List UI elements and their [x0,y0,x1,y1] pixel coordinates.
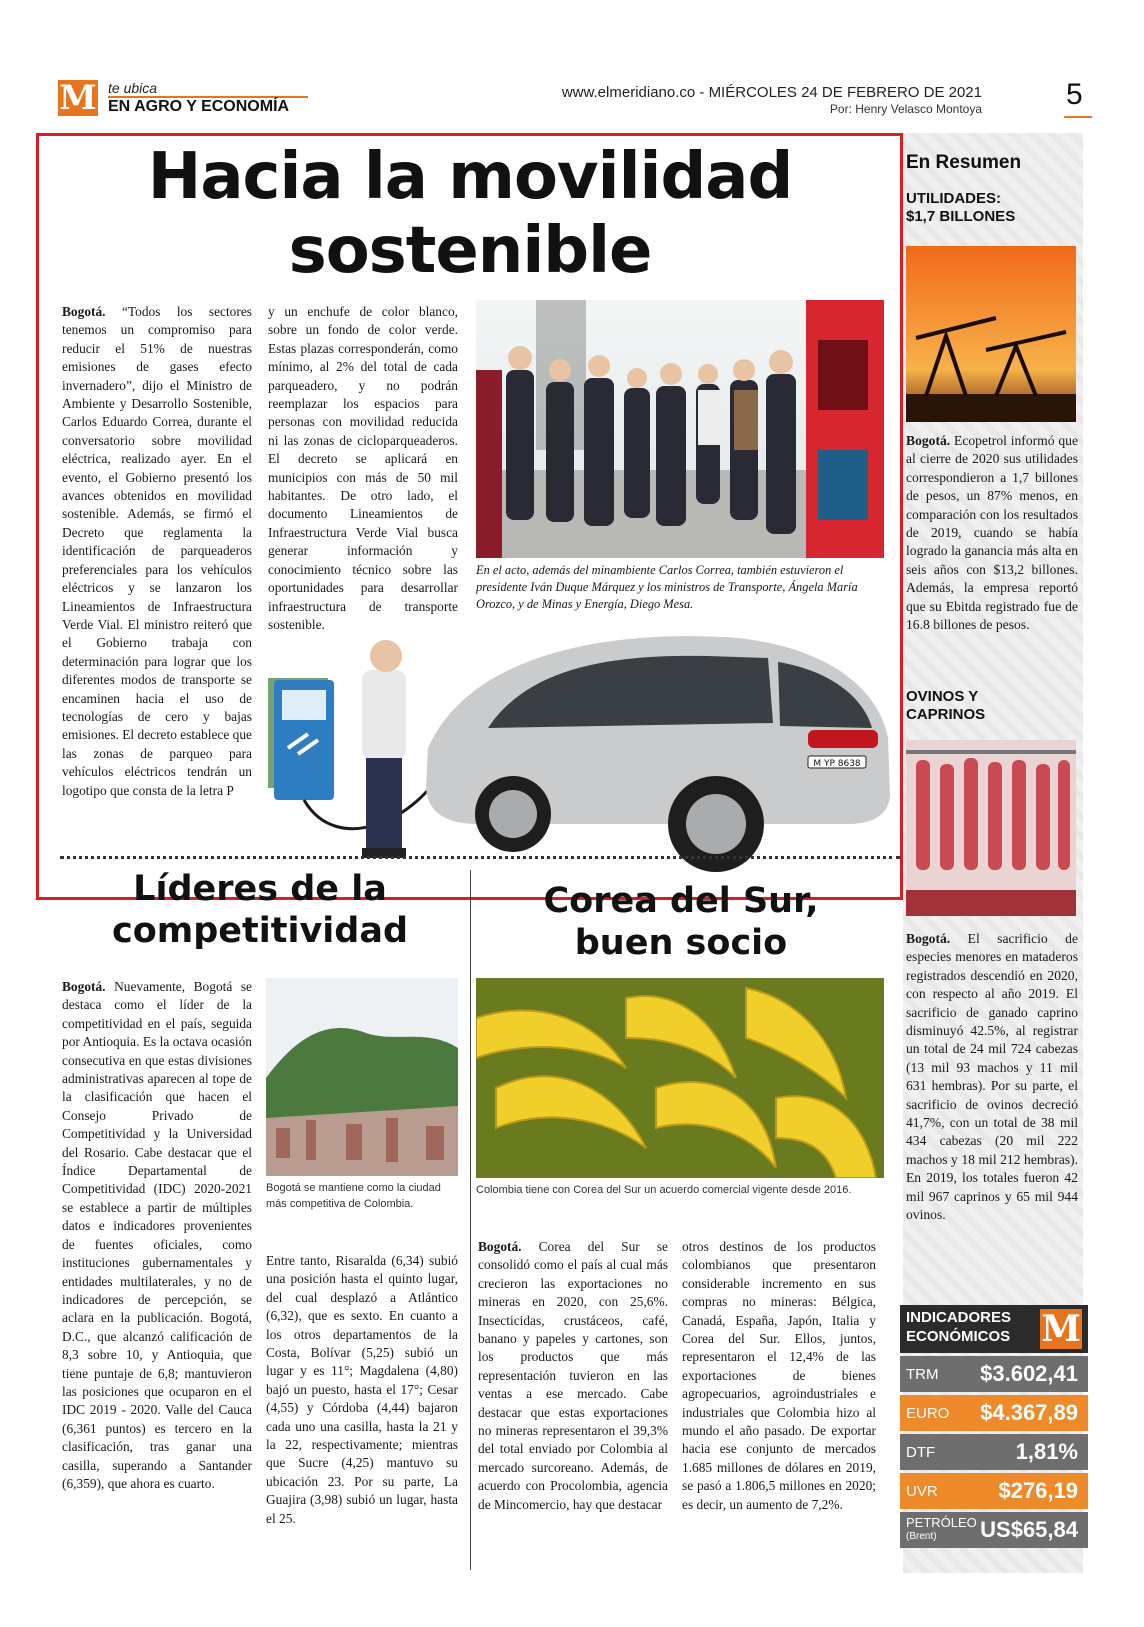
indicator-value: $4.367,89 [980,1400,1078,1425]
indicators-title-line1: INDICADORES [906,1309,1012,1326]
sidebar-item1-heading-line1: UTILIDADES: [906,190,1001,207]
indicator-label: DTF [906,1443,936,1461]
indicator-label: EURO [906,1404,950,1422]
oil-pumps-photo [906,246,1076,422]
sidebar-item2-body: El sacrificio de especies menores en mataderos registrados descendió en 2020, con respecto al año 2019. El sacrificio de ganado caprino disminuyó 42.5%, al registrar un total de 24 mil 724 cabezas (13 mil 93 machos y 11 mil 631 hembras). Por su parte, el sacrificio de ovinos decreció 41,7%, con un total de 38 mil 434 cabezas (20 mil 222 machos y 18 mil 212 hembras). En 2019, los totales fueron 42 mil 967 caprinos y 65 mil 944 ovinos. [906,931,1079,1223]
sidebar-item1-heading [906,190,1015,226]
story2-headline-line1: Líderes de la [133,869,387,909]
main-story-column-2 [268,303,458,634]
story2-column-2 [266,1252,458,1528]
site-and-date: www.elmeridiano.co - MIÉRCOLES 24 DE FEBRERO DE 2021 [561,84,982,101]
indicator-value: $276,19 [998,1478,1078,1503]
main-story-column-1 [62,303,252,800]
indicator-row-uvr [900,1473,1088,1509]
main-headline-line1: Hacia la movilidad [147,140,793,214]
story2-text-2: Entre tanto, Risaralda (6,34) subió una posición hasta el quinto lugar, del cual desplazó a Atlántico (6,32), que es sexto. En cuanto a los otros departamentos de la Costa, Bolívar (5,25) subió un lugar y es 11°; Magdalena (4,80) bajó un puesto, hasta el 17°; Cesar (4,55) y Córdoba (4,44) bajaron cada uno una casilla, hasta la 21 y la 22, respectivamente; mientras que Sucre (4,25) mantuvo su ubicación 23. Por su parte, La Guajira (3,98) subió un lugar, hasta el 25. [266,1253,458,1526]
meat-carcasses-photo [906,740,1076,916]
section-name: EN AGRO Y ECONOMÍA [108,98,290,115]
bogota-photo [266,978,458,1176]
story2-dateline: Bogotá. [62,979,106,994]
indicator-row-dtf [900,1434,1088,1470]
main-story-text-1: “Todos los sectores tenemos un compromiso para reducir el 51% de nuestras emisiones de gases efecto invernadero”, dijo el Ministro de Ambiente y Desarrollo Sostenible, Carlos Eduardo Correa, durante el conversatorio sobre movilidad eléctrica, realizado ayer. En el evento, el Gobierno presentó los avances obtenidos en movilidad sostenible. Además, se firmó el Decreto que reglamenta la identificación de parqueaderos preferenciales para los vehículos eléctricos y se lanzaron los Lineamientos de Infraestructura Verde Vial. El ministro reiteró que el Gobierno trabaja con determinación para lograr que los diferentes modos de transporte se encaminen hacia el uso de tecnologías de cero y bajas emisiones. El decreto establece que las zonas de parqueo para vehículos eléctricos tendrán un logotipo que consta de la letra P [62,304,252,798]
dateline: Bogotá. [62,304,106,319]
main-headline-line2: sostenible [288,214,652,288]
story3-headline-line1: Corea del Sur, [543,881,819,921]
indicator-value: $3.602,41 [980,1361,1078,1386]
indicator-label: UVR [906,1482,938,1500]
electric-car-photo [268,618,894,880]
sidebar-item2-heading-line1: OVINOS Y [906,688,979,705]
story3-headline [478,880,884,964]
indicators-title-line2: ECONÓMICOS [906,1328,1011,1345]
sidebar-item1-text [906,432,1078,634]
sidebar-item2-text [906,930,1078,1225]
page-number-rule [1064,116,1092,118]
story3-text-2: otros destinos de los productos colombianos que presentaron considerable incremento en sus compras no mineras: Bélgica, Canadá, España, Japón, Italia y Corea del Sur. Ellos, juntos, representaron el 12,4% de las exportaciones de bienes agropecuarios, agroindustriales e industriales que Colombia hizo al mundo el año pasado. De exportar hacia ese conjunto de mercados 1.685 millones de dólares en 2019, se pasó a 1.806,5 millones en 2020; es decir, un aumento de 7,2%. [682,1239,876,1512]
story2-headline [60,868,460,952]
indicator-label [906,1517,977,1543]
byline: Por: Henry Velasco Montoya [829,102,982,116]
story3-text-1: Corea del Sur se consolidó como el país al cual más crecieron las exportaciones no mineras en 2020, con 25,6%. Insecticidas, crustáceos, café, banano y papeles y cartones, son los productos que más representación tuvieron en las ventas a ese mercado. Cabe destacar que estas exportaciones no mineras representaron el 39,3% del total enviado por Colombia al mercado surcoreano. Además, de acuerdo con Procolombia, agencia de Mincomercio, hay que destacar [478,1239,668,1512]
story2-headline-line2: competitividad [111,911,409,951]
indicators-title [906,1308,1011,1346]
newspaper-logo: M [59,78,97,118]
indicator-row-petroleo [900,1512,1088,1548]
sidebar-item2-heading-line2: CAPRINOS [906,706,986,723]
main-headline [40,140,900,288]
dotted-separator [60,856,900,859]
indicator-sublabel: (Brent) [906,1531,937,1542]
column-divider [470,870,471,1570]
sidebar-item1-heading-line2: $1,7 BILLONES [906,208,1016,225]
indicator-label: TRM [906,1365,939,1383]
story3-column-1 [478,1238,668,1514]
indicator-value: 1,81% [1015,1439,1078,1464]
main-story-text-2: y un enchufe de color blanco, sobre un fondo de color verde. Estas plazas corresponderán, como mínimo, al 2% del total de cada parqueadero, y no podrán reemplazar los espacios para personas con movilidad reducida ni las zonas de cicloparqueaderos. El decreto se aplicará en municipios con más de 50 mil habitantes. De otro lado, el documento Lineamientos de Infraestructura Verde Vial busca generar información y conocimiento técnico sobre las oportunidades para desarrollar infraestructura de transporte sostenible. [268,304,458,632]
story3-dateline: Bogotá. [478,1239,522,1254]
license-plate: M YP 8638 [813,759,861,769]
sidebar-item2-dateline: Bogotá. [906,931,951,946]
bananas-photo [476,978,884,1178]
officials-photo-caption: En el acto, además del minambiente Carlos Correa, también estuvieron el presidente Iván Duque Márquez y los ministros de Transporte, Ángela María Orozco, y de Minas y Energía, Diego Mesa. [476,563,858,611]
story3-column-2 [682,1238,876,1514]
sidebar-item1-body: Ecopetrol informó que al cierre de 2020 sus utilidades correspondieron a 1,7 billones de pesos, un 87% menos, en comparación con los resultados de 2019, cuando se había logrado la ganancia más alta en seis años con $13,2 billones. Además, la empresa reportó que su Ebitda registrado fue de 16.8 billones de pesos. [906,433,1079,633]
bogota-photo-caption: Bogotá se mantiene como la ciudad más competitiva de Colombia. [266,1182,441,1210]
bananas-photo-caption: Colombia tiene con Corea del Sur un acuerdo comercial vigente desde 2016. [476,1184,852,1196]
indicator-row-trm [900,1356,1088,1392]
story2-column-1 [62,978,252,1493]
indicator-value: US$65,84 [980,1517,1078,1542]
officials-photo [476,300,884,558]
indicator-label-main: PETRÓLEO [906,1515,977,1530]
section-kicker: te ubica [108,80,158,96]
sidebar-item2-heading [906,688,985,724]
sidebar-title: En Resumen [906,152,1022,173]
sidebar-item1-dateline: Bogotá. [906,433,951,448]
indicator-row-euro [900,1395,1088,1431]
story2-text-1: Nuevamente, Bogotá se destaca como el líder de la competitividad en el país, seguida por Antioquia. Es la octava ocasión consecutiva en que estas divisiones administrativas aparecen al tope de la clasificación que hacen el Consejo Privado de Competitividad y la Universidad del Rosario. Cabe destacar que el Índice Departamental de Competitividad (IDC) 2020-2021 se establece a partir de múltiples datos e indicadores provenientes de fuentes oficiales, como instituciones gubernamentales y entidades multilaterales, y no de indicadores de percepción, se aclara en la publicación. Bogotá, D.C., que alcanzó calificación de 8,3 sobre 10, y Antioquia, que tiene puntaje de 6,8; mantuvieron las posiciones que ocuparon en el IDC 2019 - 2020. Valle del Cauca (6,361 puntos) es tercero en la clasificación, tras ganar una casilla, superando a Santander (6,359), que ahora es cuarto. [62,979,252,1491]
story3-headline-line2: buen socio [574,923,788,963]
page-number: 5 [1066,78,1083,111]
indicators-logo: M [1041,1308,1081,1350]
